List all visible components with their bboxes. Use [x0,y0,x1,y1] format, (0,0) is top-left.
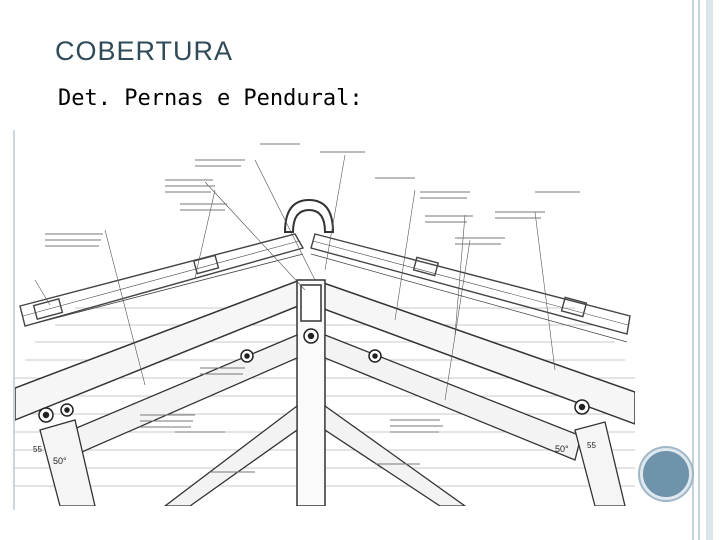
slide-subtitle: Det. Pernas e Pendural: [58,86,363,111]
decorative-bar [706,0,713,540]
decorative-line [692,0,694,540]
angle-label-right: 50° [555,444,569,454]
decorative-line [698,0,700,540]
decorative-circle [640,448,692,500]
angle-label-left-small: 55 [33,445,42,454]
roof-tiles-right [311,234,630,342]
roof-truss-drawing [15,130,635,506]
slide-title: COBERTURA [55,36,234,66]
king-post [297,280,325,506]
ridge-cap [285,200,333,232]
angle-label-left: 50° [53,456,67,466]
right-decorative-band [690,0,720,540]
angle-label-right-small: 55 [587,441,596,450]
